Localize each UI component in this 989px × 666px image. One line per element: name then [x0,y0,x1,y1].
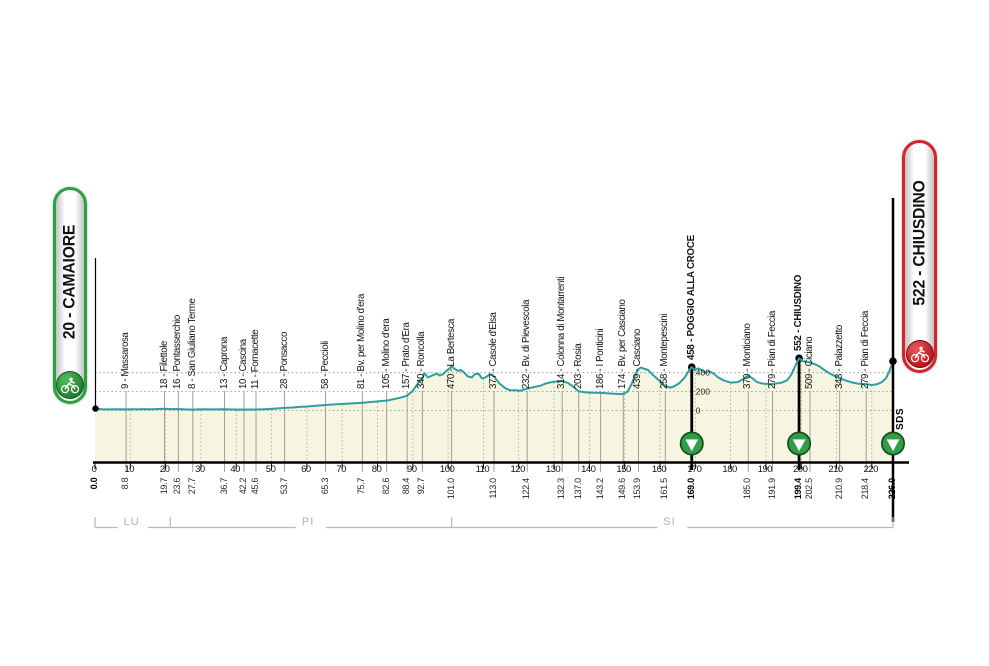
km-distance-label: 8.8 [120,477,132,490]
axis-tick-label: 50 [265,464,276,475]
axis-tick-label: 30 [195,464,205,475]
waypoint-label: 343 - Palazzetto [832,325,845,389]
axis-tick-label: 0 [91,464,97,475]
waypoint-label: 157 - Prato d'Era [400,322,413,389]
waypoint-label: 105 - Molino d'era [379,318,392,389]
km-distance-label: 226.0 [887,478,898,500]
km-distance-label: 53.7 [278,477,290,495]
waypoint-label: 314 - Colonna di Montarrenti [555,276,568,389]
waypoint-label: 377 - Casole d'Elsa [487,312,499,389]
km-distance-label: 27.7 [186,477,198,495]
axis-tick-label: 40 [230,464,240,475]
axis-tick-label: 70 [336,464,346,475]
km-distance-label: 92.7 [416,477,428,495]
waypoint-label: 439 - Casciano [631,329,644,389]
km-distance-label: 75.7 [356,477,368,495]
climb-label: 458 - POGGIO ALLA CROCE [684,235,697,361]
axis-tick-label: 220 [863,464,878,475]
km-distance-label: 88.4 [401,477,413,495]
km-distance-label: 23.6 [172,477,184,495]
km-distance-label: 169.0 [685,478,697,500]
waypoint-label: 232 - Bv. di Pievescola [520,299,533,389]
finish-badge-label: 522 - CHIUSDINO [910,180,928,306]
axis-tick-label: 200 [793,464,808,475]
axis-tick-label: 170 [687,464,702,475]
waypoint-label: 203 - Rosia [571,343,584,389]
km-distance-label: 132.3 [556,478,568,500]
km-distance-label: 65.3 [319,477,331,495]
sds-finish-label: SDS [895,407,906,430]
waypoint-label: 174 - Bv. per Casciano [616,299,629,389]
waypoint-label: 509 - Ciciano [803,336,815,389]
elevation-scale-label: 0 [695,405,701,416]
start-dot [92,405,98,411]
checkpoint-marker [788,432,810,454]
waypoint-label: 470 - La Bertesca [444,318,457,389]
axis-tick-label: 80 [371,464,382,475]
axis-tick-label: 20 [159,464,170,475]
start-badge-label: 20 - CAMAIORE [60,224,79,340]
km-distance-label: 36.7 [218,477,230,495]
km-distance-label: 185.0 [742,478,754,500]
waypoint-label: 11 - Fornacette [249,329,261,389]
waypoint-label: 28 - Ponsacco [277,332,290,389]
axis-tick-label: 110 [475,464,490,475]
start-cyclist-icon [56,371,84,399]
waypoint-label: 10 - Cascina [237,339,249,389]
waypoint-label: 186 - I Ponticini [593,328,606,389]
km-distance-label: 101.0 [445,478,457,500]
waypoint-label: 258 - Montepescini [658,313,671,389]
km-distance-label: 137.0 [572,478,584,500]
province-label: SI [663,516,676,528]
finish-badge [902,140,937,373]
km-distance-label: 19.7 [158,477,170,495]
km-distance-label: 42.2 [238,477,249,495]
axis-tick-label: 190 [757,464,773,475]
waypoint-label: 16 - Pontasserchio [171,315,184,389]
finish-cyclist-icon [906,340,934,368]
km-distance-label: 202.5 [804,478,815,500]
waypoint-label: 13 - Caprona [217,337,230,389]
finish-dot [889,357,897,365]
checkpoint-marker [681,432,703,454]
km-distance-label: 191.9 [766,478,778,500]
waypoint-label: 9 - Massarosa [119,332,132,389]
km-distance-label: 122.4 [521,478,533,500]
waypoint-label: 279 - Pian di Feccia [859,310,872,389]
km-distance-label: 161.5 [659,478,671,500]
axis-tick-label: 140 [581,464,596,475]
km-distance-label: 0.0 [89,477,100,490]
km-distance-label: 143.2 [594,478,606,500]
waypoint-label: 8 - San Giuliano Terme [185,298,198,389]
km-distance-label: 45.6 [250,477,261,495]
axis-tick-label: 180 [722,464,737,475]
waypoint-label: 18 - Filettole [157,340,170,389]
checkpoint-marker [882,432,904,454]
axis-tick-label: 10 [124,464,135,475]
km-distance-label: 199.4 [793,478,805,500]
axis-tick-label: 210 [828,464,843,475]
axis-tick-label: 120 [510,464,525,475]
climb-label: 552 - CHIUSDINO [792,275,805,352]
elevation-scale-label: 400 [695,367,710,378]
axis-tick-label: 100 [439,464,455,475]
axis-tick-label: 160 [651,464,667,475]
axis-tick-label: 150 [616,464,631,475]
axis-tick-label: 90 [407,464,417,475]
waypoint-label: 81 - Bv. per Molino d'era [355,293,368,389]
elevation-scale-label: 200 [695,386,710,397]
axis-tick-label: 60 [301,464,311,475]
province-label: PI [301,516,315,528]
waypoint-label: 370 - Monticiano [741,323,754,389]
km-distance-label: 113.0 [488,478,499,499]
waypoint-label: 58 - Peccioli [318,341,331,389]
km-distance-label: 82.6 [380,477,392,495]
province-label: LU [123,516,140,528]
km-distance-label: 218.4 [860,478,872,500]
km-distance-label: 210.9 [833,478,845,500]
waypoint-label: 340 - Roncolla [415,331,428,389]
waypoint-label: 279 - Pian di Feccia [765,310,778,389]
km-distance-label: 153.9 [632,478,644,500]
km-distance-label: 149.6 [617,478,629,500]
start-badge [53,187,87,404]
axis-tick-label: 130 [545,464,561,475]
